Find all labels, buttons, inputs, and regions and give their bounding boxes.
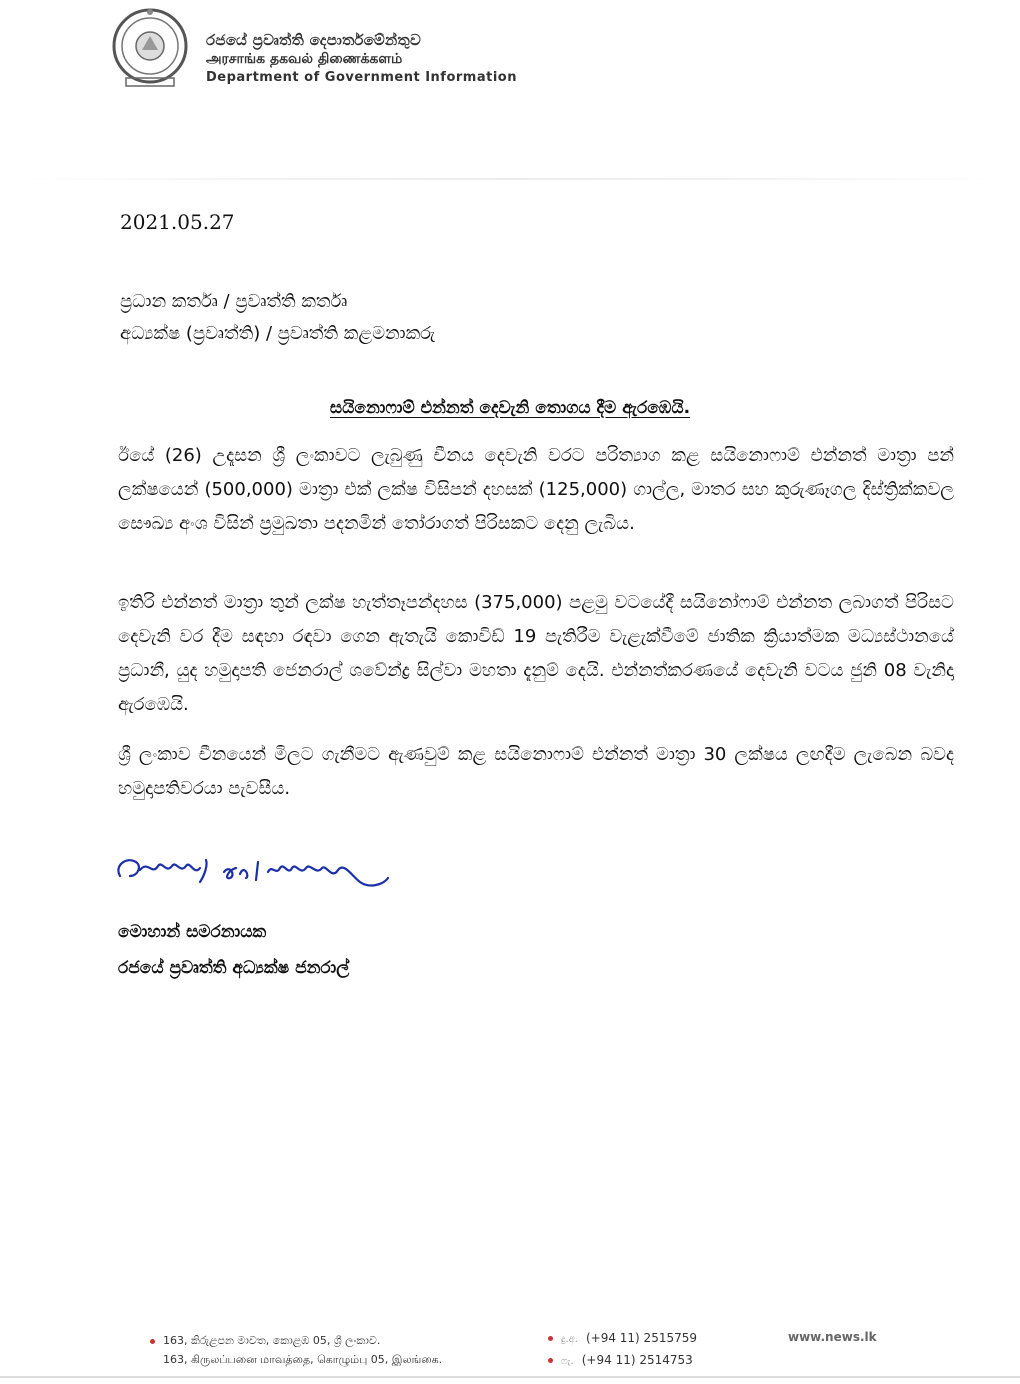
- footer-address: [150, 1331, 442, 1369]
- footer-address-tamil: 163, கிருலப்பனை மாவத்தை, கொழும்பு 05, இலங்கை.: [163, 1353, 443, 1366]
- signer-block: [118, 914, 349, 986]
- addressee-block: [120, 286, 435, 350]
- fax-bullet-icon: [548, 1358, 553, 1363]
- header-divider: [20, 178, 1000, 180]
- signer-designation: රජයේ ප්‍රවෘත්ති අධ්‍යක්ෂ ජනරාල්: [118, 958, 350, 978]
- department-name-english: Department of Government Information: [206, 70, 517, 85]
- phone-label-1: දු.අ.: [561, 1334, 578, 1345]
- body-paragraph-2: ඉතිරි එන්නත් මාත්‍රා තුන් ලක්ෂ හැත්තෑපන්දහස (375,000) පළමු වටයේදී සයිනෝෆාම් එන්නත ලබාගත් පිරිසට දෙවැනි වර දීම සඳහා රඳවා ගෙන ඇතැයි කොවිඩ් 19 පැතිරීම වැළැක්වීමේ ජාතික ක්‍රියාත්මක මධ්‍යස්ථානයේ ප්‍රධානී, යුද හමුදාපති ජෙනරාල් ශවේන්ද්‍ර සිල්වා මහතා දැනුම් දෙයි. එන්නත්කරණයේ දෙවැනි වටය ජුනි 08 වැනිදා ඇරඹෙයි.: [118, 592, 954, 715]
- signer-name: මොහාන් සමරනායක: [118, 922, 267, 942]
- body-paragraph-3: ශ්‍රී ලංකාව චීනයෙන් මිලට ගැනීමට ඇණවුම් කළ සයිනොෆාම් එන්නත් මාත්‍රා 30 ලක්ෂය ලඟදීම ලැබෙන බවද හමුදාපතිවරයා පැවසීය.: [118, 744, 954, 799]
- phone-label-2: ෆැ.: [561, 1356, 574, 1367]
- page-bottom-edge: [0, 1376, 1020, 1378]
- addressee-line-1: ප්‍රධාන කර්තෘ / ප්‍රවෘත්ති කර්තෘ: [120, 291, 348, 312]
- bullet-icon: [150, 1339, 155, 1344]
- phone-bullet-icon: [548, 1336, 553, 1341]
- handwritten-signature: [112, 846, 402, 910]
- title-text: සයිනොෆාම් එන්නත් දෙවැනි තොගය දීම ඇරඹෙයි.: [329, 398, 691, 418]
- letterhead: [104, 6, 544, 96]
- press-release-title: [0, 398, 1020, 418]
- footer-phones: [548, 1327, 697, 1371]
- sri-lanka-national-emblem-icon: [104, 6, 196, 90]
- department-name-sinhala: රජයේ ප්‍රවෘත්ති දෙපාර්තමේන්තුව: [206, 31, 422, 49]
- footer-phone-2: (+94 11) 2514753: [581, 1353, 693, 1367]
- body-paragraph-1: ඊයේ (26) උදෑසන ශ්‍රී ලංකාවට ලැබුණු චීනය දෙවැනි වරට පරිත්‍යාග කළ සයිනොෆාම් එන්නත් මාත්‍රා පන් ලක්ෂයෙන් (500,000) මාත්‍රා එක් ලක්ෂ විසිපන් දහසක් (125,000) ගාල්ල, මාතර සහ කුරුණෑගල දිස්ත්‍රික්කවල සෞඛ්‍ය අංශ විසින් ප්‍රමුඛතා පදනමින් තෝරාගත් පිරිසකට දෙනු ලැබිය.: [118, 445, 954, 534]
- document-date: 2021.05.27: [120, 210, 235, 234]
- footer-phone-1: (+94 11) 2515759: [585, 1331, 697, 1345]
- footer: [0, 1325, 1020, 1375]
- footer-website[interactable]: www.news.lk: [788, 1330, 877, 1344]
- department-name-tamil: அரசாங்க தகவல் திணைக்களம்: [206, 51, 403, 67]
- addressee-line-2: අධ්‍යක්ෂ (ප්‍රවෘත්ති) / ප්‍රවෘත්ති කළමනාකරු: [120, 323, 436, 344]
- footer-address-sinhala: 163, කිරුළපන මාවත, කොළඹ 05, ශ්‍රී ලංකාව.: [163, 1334, 381, 1347]
